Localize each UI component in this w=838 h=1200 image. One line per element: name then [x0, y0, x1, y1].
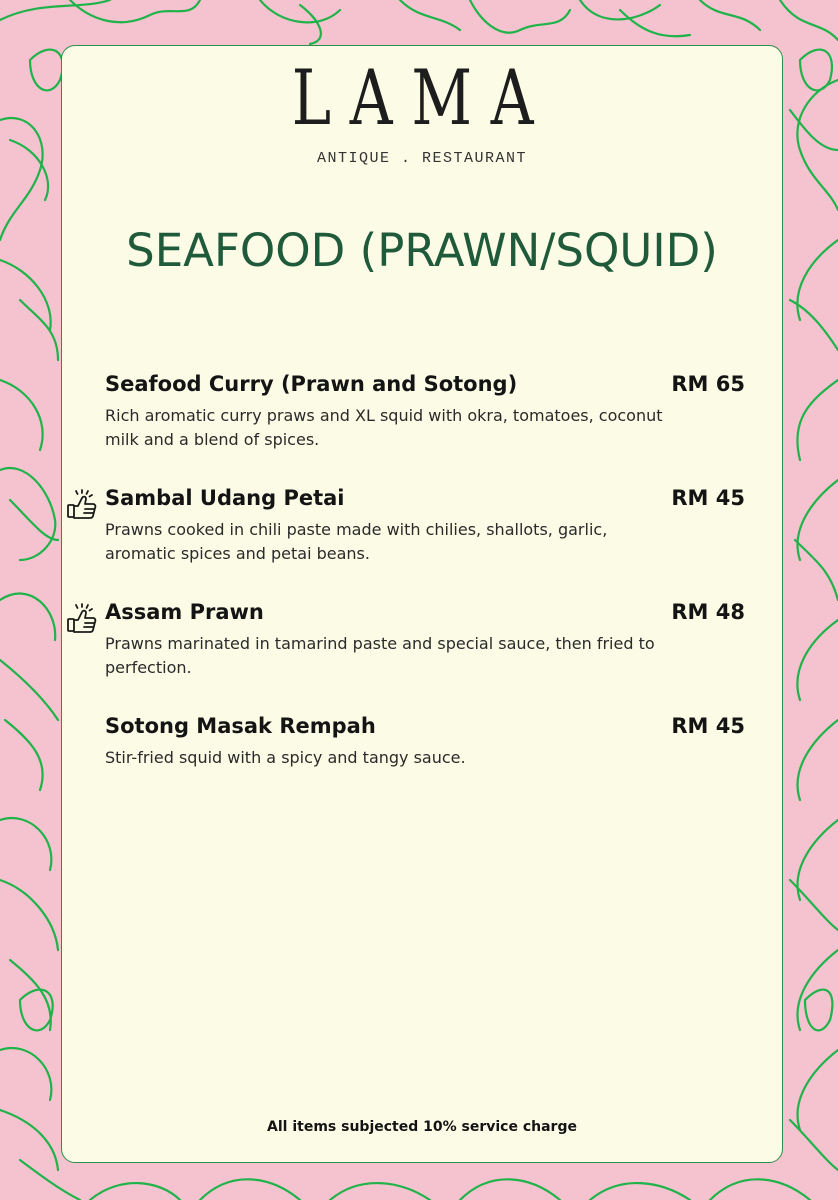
- thumbs-up-icon: [65, 488, 99, 522]
- menu-item-description: Prawns marinated in tamarind paste and special sauce, then fried to perfection.: [105, 634, 655, 677]
- brand-logo: LAMA: [291, 53, 553, 142]
- menu-item-name: Assam Prawn: [105, 600, 264, 624]
- menu-item-description: Rich aromatic curry praws and XL squid with okra, tomatoes, coconut milk and a blend of spices.: [105, 406, 663, 449]
- menu-item-name: Sambal Udang Petai: [105, 486, 345, 510]
- menu-item-description: Prawns cooked in chili paste made with chilies, shallots, garlic, aromatic spices and petai beans.: [105, 520, 608, 563]
- menu-item-price: RM 48: [671, 600, 745, 624]
- service-charge-note: All items subjected 10% service charge: [267, 1119, 577, 1135]
- menu-item-name: Sotong Masak Rempah: [105, 714, 376, 738]
- menu-item-description: Stir-fried squid with a spicy and tangy sauce.: [105, 748, 466, 767]
- thumbs-up-icon: [65, 602, 99, 636]
- brand-tagline: ANTIQUE . RESTAURANT: [316, 150, 528, 167]
- menu-item-price: RM 65: [671, 372, 745, 396]
- menu-item-price: RM 45: [671, 714, 745, 738]
- menu-card: [61, 45, 783, 1163]
- menu-item-price: RM 45: [671, 486, 745, 510]
- section-title: SEAFOOD (PRAWN/SQUID): [126, 224, 718, 277]
- menu-item-name: Seafood Curry (Prawn and Sotong): [105, 372, 518, 396]
